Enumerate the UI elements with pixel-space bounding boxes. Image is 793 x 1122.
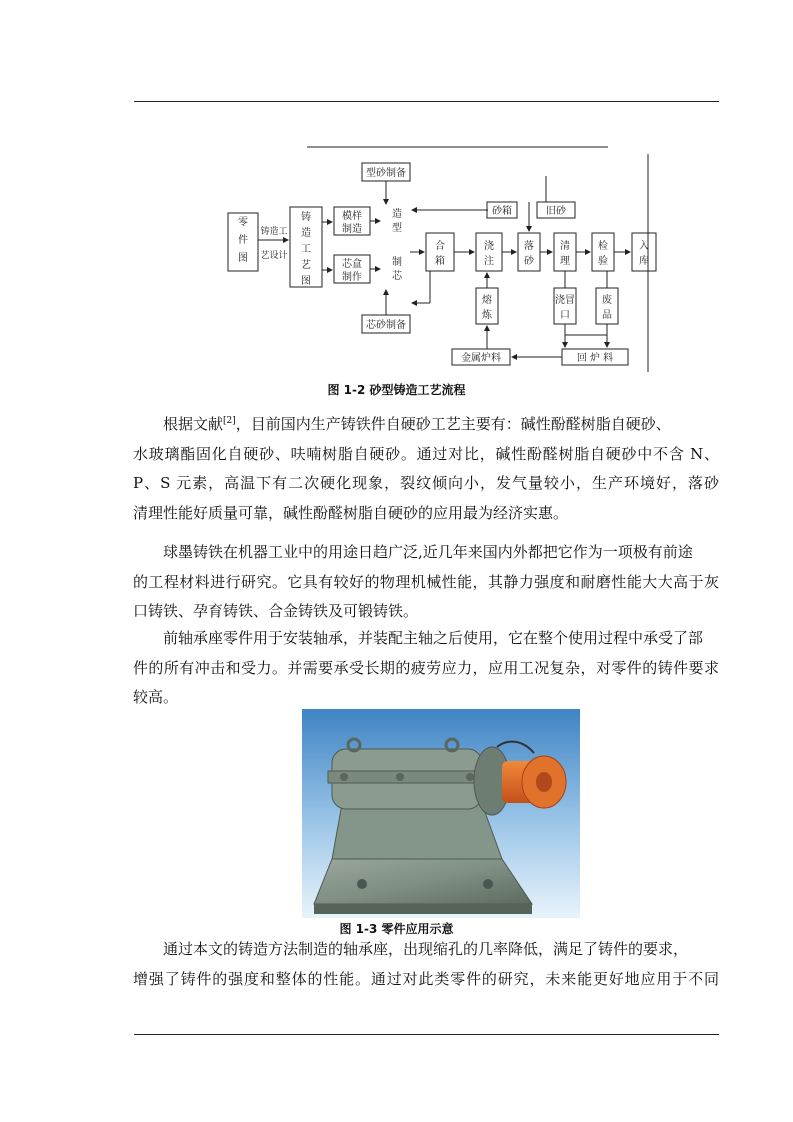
node-storage: 入	[639, 241, 649, 252]
node-melting: 熔	[482, 295, 492, 306]
svg-text:型: 型	[392, 223, 402, 234]
paragraph-4-line-1: 通过本文的铸造方法制造的轴承座，出现缩孔的几率降低，满足了铸件的要求，	[163, 940, 689, 958]
paragraph-2-line-1: 球墨铸铁在机器工业中的用途日趋广泛,近几年来国内外都把它作为一项极有前途	[163, 543, 693, 561]
svg-text:艺: 艺	[301, 260, 311, 271]
figure-1-3-caption: 图 1-3 零件应用示意	[339, 922, 454, 936]
node-pattern-making: 模样	[342, 211, 362, 222]
node-mold-sand: 型砂制备	[366, 168, 406, 179]
paragraph-3-line-1: 前轴承座零件用于安装轴承，并装配主轴之后使用，它在整个使用过程中承受了部	[163, 629, 704, 647]
svg-text:图: 图	[301, 276, 311, 287]
flowchart-svg	[200, 140, 660, 372]
svg-text:砂: 砂	[524, 256, 534, 267]
node-gates: 浇冒	[555, 295, 575, 306]
node-casting-process-chart: 铸	[301, 212, 311, 223]
node-flask: 砂箱	[492, 206, 512, 217]
paragraph-1	[133, 410, 719, 528]
svg-text:艺设计: 艺设计	[260, 251, 288, 261]
svg-text:理: 理	[560, 256, 570, 267]
paragraph-1-line-4: 清理性能好质量可靠，碱性酚醛树脂自硬砂的应用最为经济实惠。	[133, 503, 569, 522]
node-core-making: 制	[392, 257, 402, 268]
paragraph-3	[133, 624, 719, 713]
node-shakeout: 落	[524, 241, 534, 252]
paragraph-1-line-1: 根据文献[2]，目前国内生产铸铁件自硬砂工艺主要有：碱性酚醛树脂自硬砂、	[163, 415, 671, 433]
node-inspection: 检	[598, 241, 608, 252]
svg-text:制造: 制造	[342, 224, 362, 235]
bearing-housing-illustration	[302, 709, 580, 918]
paragraph-2	[133, 538, 719, 627]
svg-text:注: 注	[484, 256, 494, 267]
node-metal-charge: 金属炉料	[461, 353, 501, 364]
footer-rule	[134, 1034, 719, 1035]
node-cleaning: 清	[560, 241, 570, 252]
citation-ref: [2]	[223, 416, 236, 426]
svg-text:工: 工	[301, 244, 311, 255]
header-rule	[134, 101, 719, 102]
svg-text:芯: 芯	[392, 271, 402, 282]
process-flowchart	[200, 140, 660, 372]
node-part-drawing: 零	[238, 217, 248, 228]
svg-text:炼: 炼	[482, 310, 492, 321]
node-core-sand: 芯砂制备	[366, 320, 406, 331]
paragraph-1-line-2: 水玻璃酯固化自硬砂、呋喃树脂自硬砂。通过对比，碱性酚醛树脂自硬砂中不含 N、	[133, 444, 719, 463]
node-process-design: 铸造工	[260, 227, 288, 237]
svg-text:造: 造	[301, 228, 311, 239]
paragraph-4-line-2: 增强了铸件的强度和整体的性能。通过对此类零件的研究，未来能更好地应用于不同	[133, 969, 719, 988]
svg-text:口: 口	[560, 310, 570, 321]
paragraph-1-line-3: P、S 元素，高温下有二次硬化现象，裂纹倾向小，发气量较小，生产环境好，落砂	[133, 474, 719, 492]
paragraph-4	[133, 935, 719, 994]
svg-text:品: 品	[602, 310, 612, 321]
figure-1-2-caption: 图 1-2 砂型铸造工艺流程	[327, 383, 466, 397]
svg-text:库: 库	[639, 256, 649, 267]
paragraph-2-line-2: 的工程材料进行研究。它具有较好的物理机械性能，其静力强度和耐磨性能大大高于灰	[133, 572, 719, 591]
node-returns: 回 炉 料	[576, 353, 614, 364]
node-used-sand: 旧砂	[546, 206, 566, 217]
node-core-box: 芯盒	[342, 259, 362, 270]
svg-text:制作: 制作	[342, 272, 362, 283]
svg-text:验: 验	[598, 256, 608, 267]
node-mold-assembly: 合	[435, 241, 445, 252]
node-molding: 造	[392, 209, 402, 220]
node-pouring: 浇	[484, 241, 494, 252]
paragraph-2-line-3: 口铸铁、孕育铸铁、合金铸铁及可锻铸铁。	[133, 602, 419, 620]
bearing-housing-photo	[302, 709, 580, 918]
svg-text:件: 件	[238, 235, 248, 246]
paragraph-3-line-3: 较高。	[133, 688, 179, 706]
node-scrap: 废	[602, 295, 612, 306]
paragraph-3-line-2: 件的所有冲击和受力。并需要承受长期的疲劳应力，应用工况复杂，对零件的铸件要求	[133, 658, 719, 677]
svg-text:箱: 箱	[435, 256, 445, 267]
svg-text:图: 图	[238, 253, 248, 264]
